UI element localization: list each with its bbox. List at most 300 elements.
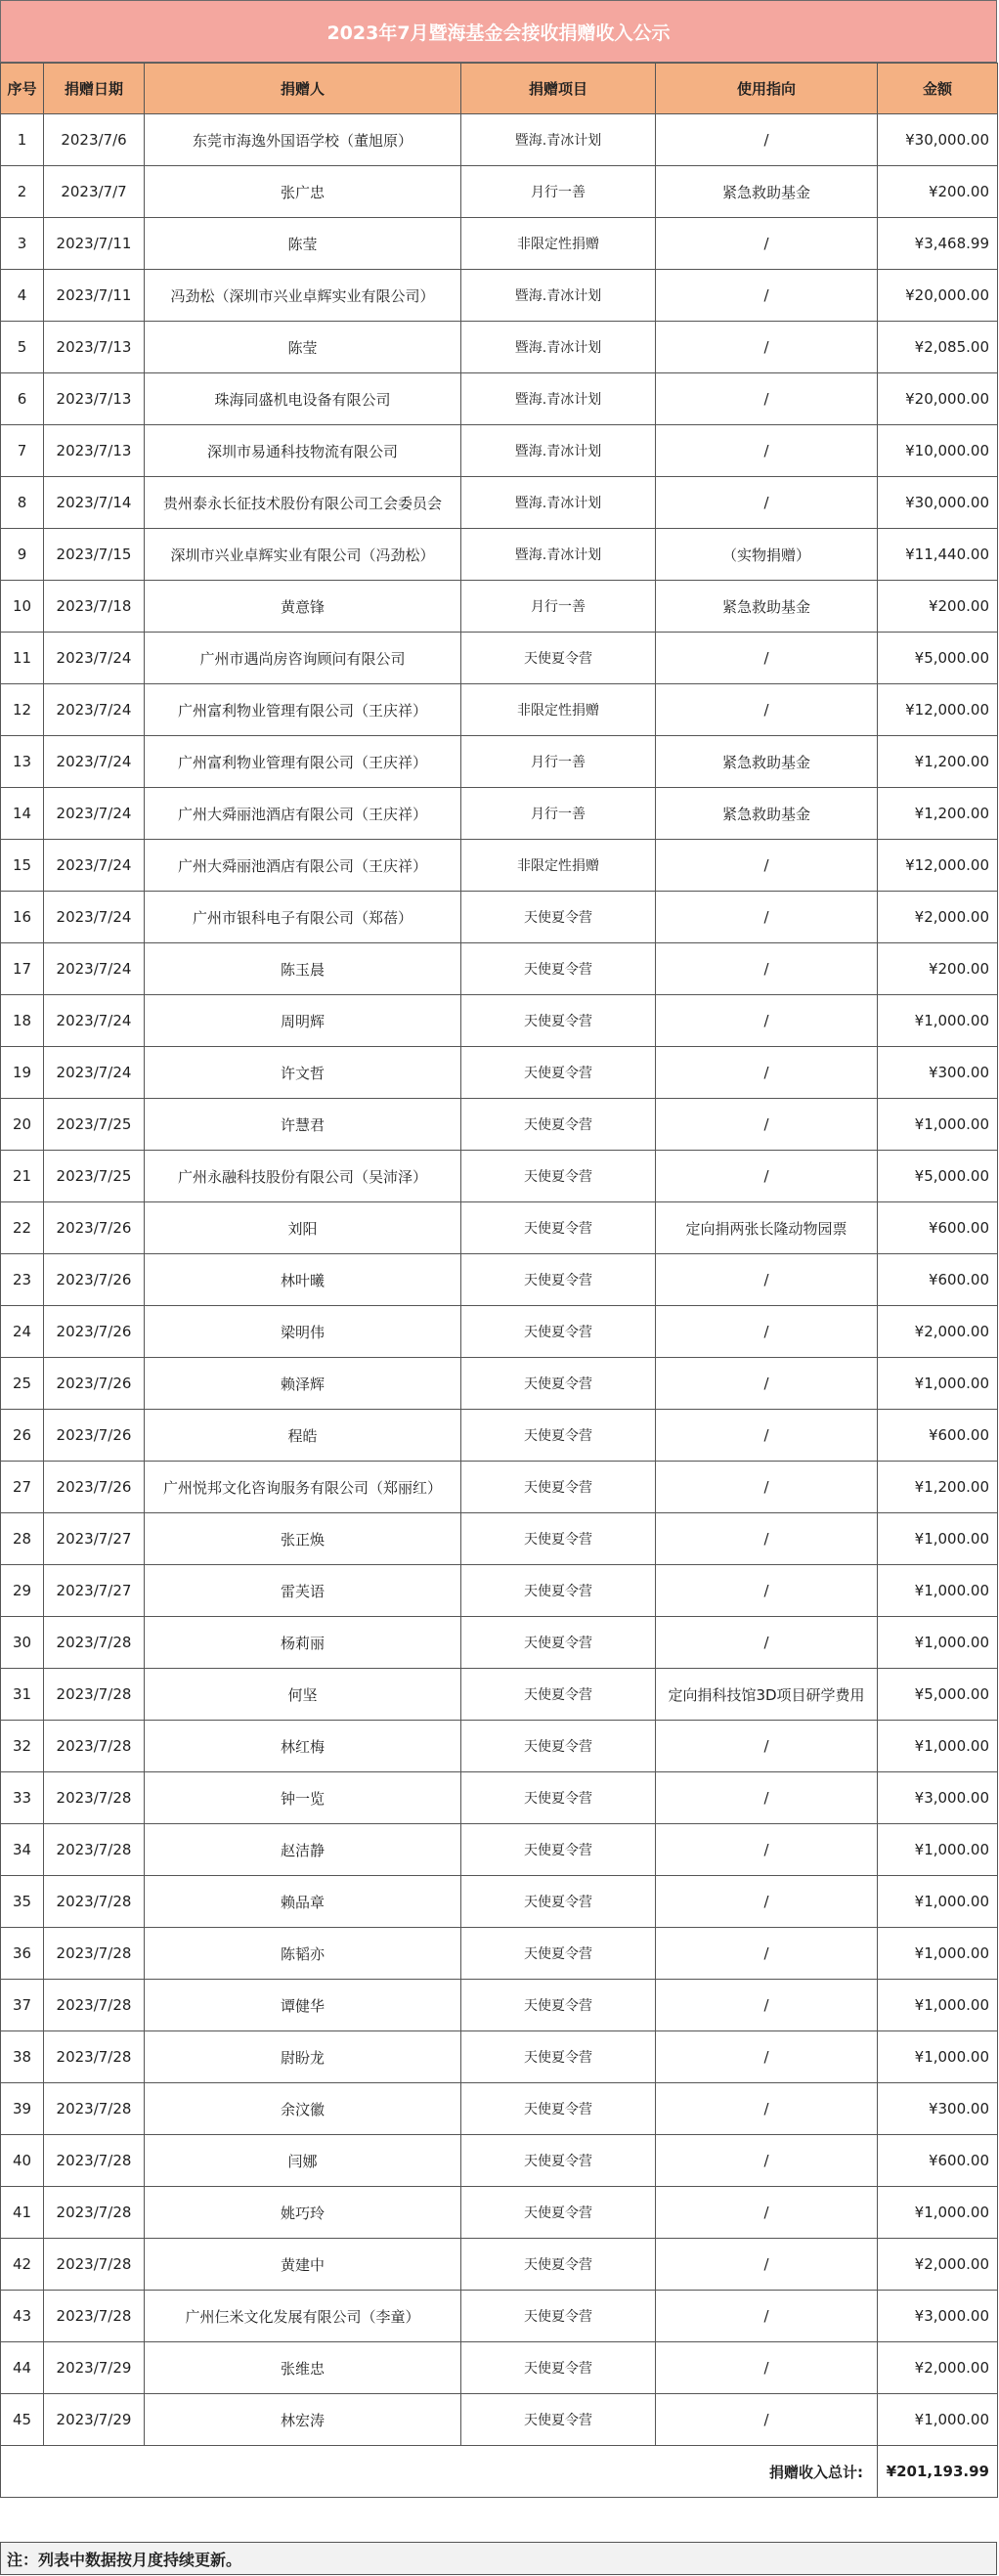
table-row [1,2135,998,2187]
donation-project: 天使夏令营 [461,1202,656,1254]
donation-project: 暨海.青冰计划 [461,529,656,581]
usage-direction: / [656,892,878,943]
table-row [1,2083,998,2135]
usage-direction: 紧急救助基金 [656,788,878,840]
donor-name: 张维忠 [145,2342,461,2394]
table-row [1,1824,998,1876]
amount: ¥12,000.00 [878,840,998,892]
amount: ¥1,000.00 [878,1824,998,1876]
donor-name: 贵州泰永长征技术股份有限公司工会委员会 [145,477,461,529]
usage-direction: / [656,2394,878,2446]
donor-name: 林红梅 [145,1721,461,1772]
donation-date: 2023/7/28 [44,2291,145,2342]
row-index: 35 [1,1876,44,1928]
table-row [1,114,998,166]
donation-date: 2023/7/26 [44,1202,145,1254]
donation-project: 天使夏令营 [461,995,656,1047]
donor-name: 赖品章 [145,1876,461,1928]
donation-project: 月行一善 [461,166,656,218]
donation-project: 天使夏令营 [461,892,656,943]
amount: ¥1,200.00 [878,736,998,788]
header-project: 捐赠项目 [461,64,656,114]
amount: ¥600.00 [878,1202,998,1254]
donation-project: 天使夏令营 [461,2239,656,2291]
donation-date: 2023/7/6 [44,114,145,166]
table-row [1,892,998,943]
donation-project: 非限定性捐赠 [461,218,656,270]
table-row [1,1617,998,1669]
donation-project: 暨海.青冰计划 [461,322,656,373]
donation-project: 暨海.青冰计划 [461,425,656,477]
usage-direction: / [656,1617,878,1669]
donation-project: 天使夏令营 [461,1565,656,1617]
donor-name: 陈玉晨 [145,943,461,995]
row-index: 36 [1,1928,44,1980]
row-index: 38 [1,2031,44,2083]
donation-date: 2023/7/28 [44,2031,145,2083]
table-row [1,322,998,373]
row-index: 21 [1,1151,44,1202]
row-index: 24 [1,1306,44,1358]
amount: ¥1,000.00 [878,1513,998,1565]
donor-name: 何坚 [145,1669,461,1721]
donation-project: 天使夏令营 [461,1047,656,1099]
donation-date: 2023/7/28 [44,2135,145,2187]
total-value: ¥201,193.99 [878,2446,998,2498]
donor-name: 广州悦邦文化咨询服务有限公司（郑丽红） [145,1462,461,1513]
row-index: 19 [1,1047,44,1099]
donor-name: 广州市银科电子有限公司（郑蓓） [145,892,461,943]
usage-direction: / [656,684,878,736]
row-index: 31 [1,1669,44,1721]
donation-date: 2023/7/29 [44,2342,145,2394]
donor-name: 刘阳 [145,1202,461,1254]
donation-date: 2023/7/29 [44,2394,145,2446]
usage-direction: / [656,943,878,995]
amount: ¥5,000.00 [878,1669,998,1721]
usage-direction: / [656,1928,878,1980]
table-body [1,114,998,2446]
donation-date: 2023/7/28 [44,2083,145,2135]
usage-direction: / [656,1772,878,1824]
usage-direction: / [656,840,878,892]
usage-direction: / [656,1565,878,1617]
usage-direction: 紧急救助基金 [656,581,878,633]
amount: ¥1,000.00 [878,1617,998,1669]
donation-date: 2023/7/28 [44,1928,145,1980]
table-row [1,1410,998,1462]
usage-direction: / [656,1306,878,1358]
usage-direction: / [656,2031,878,2083]
row-index: 11 [1,633,44,684]
row-index: 4 [1,270,44,322]
table-row [1,1980,998,2031]
donation-date: 2023/7/24 [44,840,145,892]
donation-project: 天使夏令营 [461,943,656,995]
donation-date: 2023/7/26 [44,1410,145,1462]
donation-date: 2023/7/11 [44,218,145,270]
table-row [1,736,998,788]
donation-project: 暨海.青冰计划 [461,373,656,425]
donor-name: 陈韬亦 [145,1928,461,1980]
table-row [1,529,998,581]
row-index: 20 [1,1099,44,1151]
donor-name: 广州永融科技股份有限公司（吴沛泽） [145,1151,461,1202]
table-row [1,2187,998,2239]
table-row [1,1928,998,1980]
row-index: 1 [1,114,44,166]
row-index: 28 [1,1513,44,1565]
amount: ¥2,000.00 [878,892,998,943]
donation-date: 2023/7/28 [44,1824,145,1876]
row-index: 22 [1,1202,44,1254]
donor-name: 闫娜 [145,2135,461,2187]
table-row [1,425,998,477]
donor-name: 深圳市易通科技物流有限公司 [145,425,461,477]
usage-direction: / [656,2135,878,2187]
donation-project: 天使夏令营 [461,1151,656,1202]
header-donor: 捐赠人 [145,64,461,114]
donation-project: 天使夏令营 [461,1358,656,1410]
amount: ¥1,200.00 [878,1462,998,1513]
row-index: 45 [1,2394,44,2446]
donation-project: 天使夏令营 [461,1669,656,1721]
row-index: 30 [1,1617,44,1669]
donation-date: 2023/7/28 [44,1617,145,1669]
donor-name: 广州富利物业管理有限公司（王庆祥） [145,736,461,788]
table-row [1,270,998,322]
donor-name: 许慧君 [145,1099,461,1151]
donation-project: 暨海.青冰计划 [461,270,656,322]
row-index: 39 [1,2083,44,2135]
donor-name: 广州市遇尚房咨询顾问有限公司 [145,633,461,684]
donation-project: 天使夏令营 [461,1721,656,1772]
row-index: 5 [1,322,44,373]
donation-project: 天使夏令营 [461,1513,656,1565]
table-row [1,995,998,1047]
amount: ¥2,085.00 [878,322,998,373]
total-label: 捐赠收入总计: [1,2446,878,2498]
donation-date: 2023/7/24 [44,736,145,788]
amount: ¥1,000.00 [878,2187,998,2239]
donation-date: 2023/7/13 [44,322,145,373]
header-index: 序号 [1,64,44,114]
donation-project: 天使夏令营 [461,2394,656,2446]
donor-name: 赖泽辉 [145,1358,461,1410]
row-index: 44 [1,2342,44,2394]
donor-name: 东莞市海逸外国语学校（董旭原） [145,114,461,166]
row-index: 27 [1,1462,44,1513]
donation-date: 2023/7/24 [44,995,145,1047]
table-row [1,943,998,995]
row-index: 40 [1,2135,44,2187]
amount: ¥20,000.00 [878,270,998,322]
donation-project: 非限定性捐赠 [461,840,656,892]
amount: ¥300.00 [878,1047,998,1099]
table-row [1,2394,998,2446]
donation-date: 2023/7/13 [44,425,145,477]
amount: ¥1,200.00 [878,788,998,840]
donation-project: 天使夏令营 [461,1824,656,1876]
table-row [1,2342,998,2394]
usage-direction: 定向捐科技馆3D项目研学费用 [656,1669,878,1721]
usage-direction: / [656,425,878,477]
donation-date: 2023/7/27 [44,1513,145,1565]
donation-date: 2023/7/26 [44,1306,145,1358]
donation-date: 2023/7/26 [44,1358,145,1410]
donation-project: 天使夏令营 [461,1617,656,1669]
donor-name: 黄意锋 [145,581,461,633]
donation-date: 2023/7/26 [44,1254,145,1306]
donation-project: 月行一善 [461,788,656,840]
donation-date: 2023/7/27 [44,1565,145,1617]
row-index: 42 [1,2239,44,2291]
row-index: 8 [1,477,44,529]
row-index: 34 [1,1824,44,1876]
row-index: 25 [1,1358,44,1410]
donation-date: 2023/7/24 [44,633,145,684]
table-row [1,1151,998,1202]
header-usage: 使用指向 [656,64,878,114]
usage-direction: / [656,633,878,684]
row-index: 33 [1,1772,44,1824]
amount: ¥30,000.00 [878,114,998,166]
usage-direction: / [656,1151,878,1202]
donation-date: 2023/7/24 [44,943,145,995]
amount: ¥200.00 [878,943,998,995]
table-row [1,166,998,218]
amount: ¥600.00 [878,1410,998,1462]
donor-name: 谭健华 [145,1980,461,2031]
amount: ¥10,000.00 [878,425,998,477]
donation-date: 2023/7/15 [44,529,145,581]
amount: ¥3,468.99 [878,218,998,270]
amount: ¥3,000.00 [878,1772,998,1824]
amount: ¥200.00 [878,581,998,633]
donation-date: 2023/7/28 [44,1669,145,1721]
donation-date: 2023/7/7 [44,166,145,218]
usage-direction: / [656,1358,878,1410]
row-index: 13 [1,736,44,788]
donor-name: 广州大舜丽池酒店有限公司（王庆祥） [145,840,461,892]
donor-name: 张广忠 [145,166,461,218]
usage-direction: / [656,373,878,425]
row-index: 29 [1,1565,44,1617]
amount: ¥1,000.00 [878,1721,998,1772]
donor-name: 姚巧玲 [145,2187,461,2239]
table-row [1,1254,998,1306]
table-row [1,1358,998,1410]
total-row [1,2446,998,2498]
donor-name: 广州大舜丽池酒店有限公司（王庆祥） [145,788,461,840]
usage-direction: / [656,477,878,529]
usage-direction: / [656,2187,878,2239]
donation-project: 暨海.青冰计划 [461,114,656,166]
usage-direction: / [656,2083,878,2135]
table-row [1,1202,998,1254]
donation-date: 2023/7/28 [44,1980,145,2031]
donation-project: 天使夏令营 [461,1928,656,1980]
table-row [1,477,998,529]
row-index: 7 [1,425,44,477]
usage-direction: / [656,114,878,166]
table-row [1,1047,998,1099]
donation-date: 2023/7/24 [44,788,145,840]
row-index: 6 [1,373,44,425]
donor-name: 珠海同盛机电设备有限公司 [145,373,461,425]
donation-date: 2023/7/25 [44,1099,145,1151]
donation-project: 天使夏令营 [461,2135,656,2187]
donation-project: 天使夏令营 [461,1254,656,1306]
donation-project: 天使夏令营 [461,2291,656,2342]
usage-direction: / [656,1513,878,1565]
amount: ¥1,000.00 [878,1099,998,1151]
amount: ¥30,000.00 [878,477,998,529]
header-date: 捐赠日期 [44,64,145,114]
donation-date: 2023/7/24 [44,684,145,736]
usage-direction: / [656,1047,878,1099]
donation-project: 暨海.青冰计划 [461,477,656,529]
table-row [1,581,998,633]
donation-project: 天使夏令营 [461,2031,656,2083]
donor-name: 钟一览 [145,1772,461,1824]
donation-date: 2023/7/24 [44,892,145,943]
amount: ¥200.00 [878,166,998,218]
donor-name: 陈莹 [145,322,461,373]
usage-direction: 紧急救助基金 [656,736,878,788]
table-row [1,218,998,270]
donor-name: 广州仨米文化发展有限公司（李童） [145,2291,461,2342]
row-index: 18 [1,995,44,1047]
donation-project: 天使夏令营 [461,2342,656,2394]
donation-project: 天使夏令营 [461,1099,656,1151]
amount: ¥5,000.00 [878,1151,998,1202]
donor-name: 许文哲 [145,1047,461,1099]
usage-direction: 定向捐两张长隆动物园票 [656,1202,878,1254]
donation-table [0,63,998,2498]
table-row [1,2239,998,2291]
donor-name: 林宏涛 [145,2394,461,2446]
donation-project: 天使夏令营 [461,1410,656,1462]
amount: ¥1,000.00 [878,1980,998,2031]
usage-direction: / [656,322,878,373]
donation-project: 天使夏令营 [461,1876,656,1928]
usage-direction: / [656,1721,878,1772]
table-row [1,2031,998,2083]
amount: ¥1,000.00 [878,1876,998,1928]
donation-date: 2023/7/28 [44,2187,145,2239]
amount: ¥300.00 [878,2083,998,2135]
table-row [1,840,998,892]
amount: ¥5,000.00 [878,633,998,684]
donor-name: 余汶徽 [145,2083,461,2135]
donation-date: 2023/7/13 [44,373,145,425]
usage-direction: / [656,2342,878,2394]
usage-direction: / [656,270,878,322]
donation-date: 2023/7/18 [44,581,145,633]
donation-project: 天使夏令营 [461,1772,656,1824]
donation-project: 月行一善 [461,581,656,633]
amount: ¥12,000.00 [878,684,998,736]
footnote: 注：列表中数据按月度持续更新。 [0,2542,997,2575]
table-row [1,1462,998,1513]
table-row [1,2291,998,2342]
amount: ¥1,000.00 [878,1928,998,1980]
usage-direction: / [656,995,878,1047]
usage-direction: 紧急救助基金 [656,166,878,218]
donation-project: 天使夏令营 [461,2083,656,2135]
usage-direction: / [656,1254,878,1306]
table-row [1,684,998,736]
amount: ¥20,000.00 [878,373,998,425]
donation-date: 2023/7/28 [44,1772,145,1824]
donation-project: 月行一善 [461,736,656,788]
usage-direction: / [656,1876,878,1928]
table-row [1,1721,998,1772]
amount: ¥1,000.00 [878,1358,998,1410]
amount: ¥2,000.00 [878,2342,998,2394]
usage-direction: / [656,2239,878,2291]
amount: ¥1,000.00 [878,2031,998,2083]
table-row [1,1669,998,1721]
table-row [1,1099,998,1151]
donor-name: 黄建中 [145,2239,461,2291]
donor-name: 林叶曦 [145,1254,461,1306]
usage-direction: / [656,218,878,270]
row-index: 2 [1,166,44,218]
row-index: 26 [1,1410,44,1462]
table-row [1,1565,998,1617]
row-index: 32 [1,1721,44,1772]
donor-name: 冯劲松（深圳市兴业卓辉实业有限公司） [145,270,461,322]
table-row [1,1772,998,1824]
donation-date: 2023/7/11 [44,270,145,322]
donor-name: 深圳市兴业卓辉实业有限公司（冯劲松） [145,529,461,581]
donor-name: 梁明伟 [145,1306,461,1358]
usage-direction: / [656,1462,878,1513]
usage-direction: / [656,2291,878,2342]
row-index: 16 [1,892,44,943]
row-index: 43 [1,2291,44,2342]
donation-date: 2023/7/28 [44,1721,145,1772]
donor-name: 陈莹 [145,218,461,270]
amount: ¥3,000.00 [878,2291,998,2342]
donor-name: 张正焕 [145,1513,461,1565]
donation-project: 天使夏令营 [461,633,656,684]
row-index: 37 [1,1980,44,2031]
row-index: 12 [1,684,44,736]
amount: ¥600.00 [878,1254,998,1306]
donation-date: 2023/7/28 [44,2239,145,2291]
donation-project: 非限定性捐赠 [461,684,656,736]
table-row [1,1513,998,1565]
donation-date: 2023/7/24 [44,1047,145,1099]
donor-name: 周明辉 [145,995,461,1047]
donation-project: 天使夏令营 [461,1462,656,1513]
table-row [1,1306,998,1358]
row-index: 10 [1,581,44,633]
donor-name: 尉盼龙 [145,2031,461,2083]
donation-project: 天使夏令营 [461,2187,656,2239]
row-index: 3 [1,218,44,270]
donor-name: 程皓 [145,1410,461,1462]
donor-name: 广州富利物业管理有限公司（王庆祥） [145,684,461,736]
table-row [1,633,998,684]
donor-name: 赵洁静 [145,1824,461,1876]
row-index: 23 [1,1254,44,1306]
page-title: 2023年7月暨海基金会接收捐赠收入公示 [0,0,997,63]
header-row [1,64,998,114]
